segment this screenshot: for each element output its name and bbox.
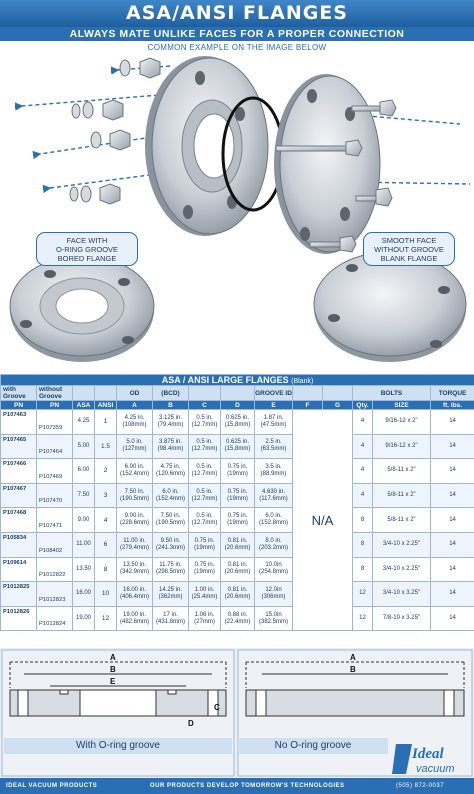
callout-right-line3: BLANK FLANGE — [380, 254, 438, 263]
cell-size: 5/8-11 x 2" — [373, 459, 431, 484]
cell-torque: 14 — [431, 434, 474, 459]
callout-bored-flange — [36, 232, 138, 266]
cell-asa: 5.00 — [73, 434, 95, 459]
footer-bar — [0, 778, 474, 794]
cell-size: 9/16-12 x 2" — [373, 410, 431, 435]
cell-d-line: (20.6mm) — [224, 569, 251, 576]
bored-flange-face — [10, 256, 154, 362]
cell-size: 3/4-10 x 2.25" — [373, 532, 431, 557]
cell-a — [117, 606, 153, 631]
table-row — [1, 459, 474, 484]
cell-b-line: (431.8mm) — [155, 618, 185, 625]
cell-c-line: (27mm) — [194, 618, 215, 625]
cell-c-line: 0.5 in. — [196, 439, 213, 446]
cell-asa: 13.50 — [73, 557, 95, 582]
cell-d-line: 0.88 in. — [227, 611, 248, 618]
cell-c-line: 1.06 in. — [194, 611, 215, 618]
callout-left-line3: BORED FLANGE — [57, 254, 117, 263]
cell-c-line: (19mm) — [194, 544, 215, 551]
cell-torque: 14 — [431, 582, 474, 607]
cell-c — [189, 532, 221, 557]
cell-d-line: 0.81 in. — [227, 586, 248, 593]
cell-a — [117, 557, 153, 582]
cell-ansi: 8 — [95, 557, 117, 582]
cell-e — [255, 434, 293, 459]
col-b: B — [153, 401, 189, 410]
callout-left-line1: FACE WITH — [66, 236, 108, 245]
cell-e-line: 8.0 in. — [265, 537, 282, 544]
table-row — [1, 434, 474, 459]
footer-company: IDEAL VACUUM PRODUCTS — [6, 783, 98, 789]
cell-e-line: 4.630 in. — [261, 488, 286, 495]
col-e: E — [255, 401, 293, 410]
cell-pn-no-groove: P107359 — [37, 410, 73, 435]
cell-a — [117, 532, 153, 557]
group-empty-g — [323, 386, 353, 401]
cell-c-line: (12.7mm) — [191, 495, 218, 502]
cell-size: 3/4-10 x 3.25" — [373, 582, 431, 607]
cell-c — [189, 606, 221, 631]
cell-ansi: 1.5 — [95, 434, 117, 459]
cell-asa: 4.25 — [73, 410, 95, 435]
cell-a-line: 13.50 in. — [122, 562, 147, 569]
cell-e-line: (47.5mm) — [260, 421, 287, 428]
cell-ansi: 6 — [95, 532, 117, 557]
cell-a — [117, 434, 153, 459]
col-pn-no-groove: PN — [37, 401, 73, 410]
table-row — [1, 483, 474, 508]
cell-d — [221, 557, 255, 582]
cell-a-line: (108mm) — [122, 421, 147, 428]
col-asa: ASA — [73, 401, 95, 410]
cell-d — [221, 459, 255, 484]
cell-b-line: (362mm) — [158, 593, 183, 600]
cell-a — [117, 410, 153, 435]
cell-c — [189, 459, 221, 484]
cell-size: 5/8-11 x 2" — [373, 483, 431, 508]
cell-pn-no-groove: P108402 — [37, 532, 73, 557]
cell-ansi: 1 — [95, 410, 117, 435]
cell-b-line: 9.50 in. — [160, 537, 181, 544]
blank-flange-3d — [274, 74, 380, 254]
cell-c — [189, 410, 221, 435]
cell-c-line: (12.7mm) — [191, 446, 218, 453]
col-torque: ft. lbs. — [431, 401, 474, 410]
group-bolts: BOLTS — [353, 386, 431, 401]
col-f: F — [293, 401, 323, 410]
flange-spec-table-wrap — [0, 374, 474, 646]
table-row — [1, 582, 474, 607]
cell-b — [153, 582, 189, 607]
cell-c-line: 0.5 in. — [196, 414, 213, 421]
group-empty-d — [221, 386, 255, 401]
cell-c-line: 1.00 in. — [194, 586, 215, 593]
cell-a-line: (228.6mm) — [119, 520, 149, 527]
cell-ansi: 10 — [95, 582, 117, 607]
cell-a-line: 4.25 in. — [124, 414, 145, 421]
flange-assembly-illustration — [0, 54, 474, 372]
cell-c — [189, 557, 221, 582]
cell-torque: 14 — [431, 410, 474, 435]
cell-qty: 8 — [353, 508, 373, 533]
cell-d — [221, 582, 255, 607]
cell-a-line: (279.4mm) — [119, 544, 149, 551]
caption-with-groove: With O-ring groove — [4, 738, 232, 754]
group-empty-asa — [73, 386, 95, 401]
cell-e-line: 1.87 in. — [263, 414, 284, 421]
col-g: G — [323, 401, 353, 410]
cell-ansi: 12 — [95, 606, 117, 631]
cell-b — [153, 483, 189, 508]
cell-d-line: (22.4mm) — [224, 618, 251, 625]
col-ansi: ANSI — [95, 401, 117, 410]
table-title — [1, 375, 474, 386]
cell-c-line: (12.7mm) — [191, 421, 218, 428]
cell-d-line: (15.8mm) — [224, 446, 251, 453]
group-with-groove: with Groove — [1, 386, 37, 401]
cell-e-line: 3.5 in. — [265, 463, 282, 470]
dim-label-d-left: D — [188, 719, 194, 728]
cell-e-line: (152.8mm) — [258, 520, 288, 527]
subtitle-note: COMMON EXAMPLE ON THE IMAGE BELOW — [147, 43, 327, 52]
cell-b-line: (190.5mm) — [155, 520, 185, 527]
cell-d-line: 0.75 in. — [227, 463, 248, 470]
table-title-text: ASA / ANSI LARGE FLANGES — [161, 375, 289, 385]
cell-qty: 4 — [353, 410, 373, 435]
cell-a-line: (342.9mm) — [119, 569, 149, 576]
dim-label-a-right: A — [350, 653, 356, 662]
cell-a-line: 5.0 in. — [126, 439, 143, 446]
cell-pn-groove: P107467 — [1, 483, 37, 508]
cell-e-line: 10.0in — [265, 562, 282, 569]
cell-torque: 14 — [431, 483, 474, 508]
col-a: A — [117, 401, 153, 410]
table-title-note: (Blank) — [291, 378, 314, 385]
group-torque: TORQUE — [431, 386, 474, 401]
logo-text-vacuum: vacuum — [416, 763, 455, 775]
cell-b — [153, 532, 189, 557]
cell-e-line: 12.0in — [265, 586, 282, 593]
dim-label-b-left: B — [110, 665, 116, 674]
cell-ansi: 2 — [95, 459, 117, 484]
group-empty-f — [293, 386, 323, 401]
cell-qty: 8 — [353, 532, 373, 557]
footer-slogan: OUR PRODUCTS DEVELOP TOMORROW'S TECHNOLOGIES — [150, 783, 345, 789]
cell-torque: 14 — [431, 532, 474, 557]
cell-e-line: 15.0in — [265, 611, 282, 618]
cell-a-line: 6.00 in. — [124, 463, 145, 470]
cell-b — [153, 557, 189, 582]
cell-b-line: (98.4mm) — [157, 446, 184, 453]
dim-label-c-left: C — [214, 703, 220, 712]
cell-a — [117, 508, 153, 533]
group-groove-id: GROOVE ID — [255, 386, 293, 401]
cell-d — [221, 508, 255, 533]
cell-b-line: (241.3mm) — [155, 544, 185, 551]
cell-pn-groove: P109614 — [1, 557, 37, 582]
cell-ansi: 3 — [95, 483, 117, 508]
cell-d-line: (19mm) — [227, 520, 248, 527]
flange-spec-table — [0, 374, 474, 631]
cell-pn-groove: P1012825 — [1, 582, 37, 607]
cell-pn-no-groove: P107470 — [37, 483, 73, 508]
dim-label-b-right: B — [350, 665, 356, 674]
cell-d — [221, 532, 255, 557]
cell-b-line: 6.0 in. — [162, 488, 179, 495]
cell-b-line: (120.6mm) — [155, 470, 185, 477]
cell-c-line: 0.5 in. — [196, 463, 213, 470]
cell-size: 5/8-11 x 2" — [373, 508, 431, 533]
cell-b — [153, 410, 189, 435]
col-qty: Qty. — [353, 401, 373, 410]
cell-d-line: (19mm) — [227, 495, 248, 502]
group-empty-c — [189, 386, 221, 401]
cell-c-line: 0.75 in. — [194, 537, 215, 544]
cell-torque: 14 — [431, 459, 474, 484]
cell-a-line: (127mm) — [122, 446, 147, 453]
callout-right-line2: WITHOUT GROOVE — [374, 245, 444, 254]
col-c: C — [189, 401, 221, 410]
cell-b-line: 17 in. — [163, 611, 178, 618]
group-without-groove: without Groove — [37, 386, 73, 401]
cell-a-line: (406.4mm) — [119, 593, 149, 600]
cell-pn-groove: P105834 — [1, 532, 37, 557]
cell-d-line: (20.6mm) — [224, 544, 251, 551]
cell-torque: 14 — [431, 508, 474, 533]
cell-size: 7/8-10 x 3.25" — [373, 606, 431, 631]
cell-pn-no-groove: P107464 — [37, 434, 73, 459]
cell-pn-no-groove: P1012822 — [37, 557, 73, 582]
cell-asa: 16.00 — [73, 582, 95, 607]
cell-a-line: 9.00 in. — [124, 513, 145, 520]
cell-size: 3/4-10 x 2.25" — [373, 557, 431, 582]
cell-b-line: 4.75 in. — [160, 463, 181, 470]
subtitle-bar: ALWAYS MATE UNLIKE FACES FOR A PROPER CONNECTION — [0, 27, 474, 41]
cell-a — [117, 459, 153, 484]
cell-b-line: 11.75 in. — [159, 562, 182, 569]
cell-c — [189, 483, 221, 508]
cell-pn-groove: P107468 — [1, 508, 37, 533]
cell-a-line: (152.4mm) — [119, 470, 149, 477]
cell-pn-no-groove: P107469 — [37, 459, 73, 484]
group-empty-ansi — [95, 386, 117, 401]
page-title: ASA/ANSI FLANGES — [0, 0, 474, 27]
cell-c — [189, 508, 221, 533]
cell-d-line: 0.75 in. — [227, 513, 248, 520]
cell-e — [255, 582, 293, 607]
cell-asa: 9.00 — [73, 508, 95, 533]
cell-d-line: 0.625 in. — [225, 414, 250, 421]
cell-a-line: (482.6mm) — [119, 618, 149, 625]
ideal-vacuum-logo — [392, 740, 472, 778]
cell-qty: 4 — [353, 483, 373, 508]
cell-torque: 14 — [431, 606, 474, 631]
cell-e — [255, 557, 293, 582]
cell-pn-groove: P107466 — [1, 459, 37, 484]
cell-b-line: (298.5mm) — [155, 569, 185, 576]
cell-e-line: (382.5mm) — [258, 618, 288, 625]
cell-e-line: (63.5mm) — [260, 446, 287, 453]
cell-d — [221, 483, 255, 508]
cell-b-line: 14.25 in. — [158, 586, 183, 593]
table-row — [1, 557, 474, 582]
cell-d-line: (19mm) — [227, 470, 248, 477]
group-bcd: (BCD) — [153, 386, 189, 401]
cell-torque: 14 — [431, 557, 474, 582]
cell-c — [189, 582, 221, 607]
cell-asa: 11.00 — [73, 532, 95, 557]
cell-qty: 8 — [353, 557, 373, 582]
cell-b — [153, 508, 189, 533]
cell-a-line: 11.00 in. — [123, 537, 146, 544]
cell-b-line: 3.875 in. — [158, 439, 183, 446]
col-d: D — [221, 401, 255, 410]
cell-e-line: 6.0 in. — [265, 513, 282, 520]
cell-c-line: (12.7mm) — [191, 520, 218, 527]
cell-e-line: (117.6mm) — [259, 495, 288, 502]
cell-na: N/A — [293, 410, 353, 631]
table-row — [1, 410, 474, 435]
col-size: SIZE — [373, 401, 431, 410]
cell-d — [221, 606, 255, 631]
cell-e — [255, 532, 293, 557]
cell-c-line: (25.4mm) — [191, 593, 218, 600]
cell-d-line: 0.81 in. — [227, 562, 248, 569]
table-row — [1, 508, 474, 533]
cell-e — [255, 483, 293, 508]
cell-pn-no-groove: P1012823 — [37, 582, 73, 607]
cell-pn-groove: P1012826 — [1, 606, 37, 631]
cell-size: 9/16-12 x 2" — [373, 434, 431, 459]
cell-asa: 19.00 — [73, 606, 95, 631]
cell-e — [255, 606, 293, 631]
cell-e — [255, 410, 293, 435]
cell-ansi: 4 — [95, 508, 117, 533]
cell-d-line: (20.6mm) — [224, 593, 251, 600]
caption-no-groove: No O-ring groove — [238, 738, 388, 754]
cell-qty: 12 — [353, 582, 373, 607]
cell-e — [255, 508, 293, 533]
cell-a-line: 16.00 in. — [122, 586, 147, 593]
cell-c-line: 0.75 in. — [194, 562, 215, 569]
table-body — [1, 410, 474, 631]
cell-qty: 4 — [353, 459, 373, 484]
table-row — [1, 532, 474, 557]
callout-right-line1: SMOOTH FACE — [381, 236, 437, 245]
logo-text-ideal: Ideal — [412, 746, 444, 762]
callout-left-line2: O-RING GROOVE — [55, 245, 119, 254]
cell-c-line: 0.5 in. — [196, 488, 213, 495]
cell-e-line: (306mm) — [261, 593, 286, 600]
cell-asa: 7.50 — [73, 483, 95, 508]
cell-d-line: (15.8mm) — [224, 421, 251, 428]
cell-a-line: 19.00 in. — [122, 611, 147, 618]
cell-a — [117, 582, 153, 607]
cell-b — [153, 434, 189, 459]
cell-e-line: (203.2mm) — [258, 544, 288, 551]
cell-e-line: (254.8mm) — [258, 569, 288, 576]
cell-c-line: (19mm) — [194, 569, 215, 576]
cell-e-line: 2.5 in. — [265, 439, 282, 446]
cell-d-line: 0.625 in. — [225, 439, 250, 446]
cell-b-line: (79.4mm) — [157, 421, 184, 428]
cell-d-line: 0.75 in. — [227, 488, 248, 495]
blank-flange-face — [314, 252, 466, 362]
cell-pn-no-groove: P1012824 — [37, 606, 73, 631]
cell-b — [153, 606, 189, 631]
cell-c-line: 0.5 in. — [196, 513, 213, 520]
dim-label-a-left: A — [110, 653, 116, 662]
cell-e-line: (88.9mm) — [260, 470, 287, 477]
cell-pn-groove: P107463 — [1, 410, 37, 435]
cell-b-line: 7.50 in. — [160, 513, 181, 520]
cell-a-line: 7.50 in. — [124, 488, 145, 495]
callout-blank-flange — [363, 232, 455, 266]
footer-phone: (505) 872-0037 — [396, 783, 445, 789]
col-pn-groove: PN — [1, 401, 37, 410]
cell-b-line: 3.125 in. — [158, 414, 183, 421]
cell-qty: 12 — [353, 606, 373, 631]
cell-a-line: (190.5mm) — [119, 495, 149, 502]
cell-c — [189, 434, 221, 459]
cell-qty: 4 — [353, 434, 373, 459]
cell-e — [255, 459, 293, 484]
cell-d-line: 0.81 in. — [227, 537, 248, 544]
cell-pn-no-groove: P107471 — [37, 508, 73, 533]
cell-d — [221, 410, 255, 435]
cell-pn-groove: P107465 — [1, 434, 37, 459]
cell-d — [221, 434, 255, 459]
group-od: OD — [117, 386, 153, 401]
cell-b-line: (152.4mm) — [155, 495, 185, 502]
table-row — [1, 606, 474, 631]
cell-asa: 6.00 — [73, 459, 95, 484]
dim-label-e-left: E — [110, 677, 116, 686]
cell-a — [117, 483, 153, 508]
cell-c-line: (12.7mm) — [191, 470, 218, 477]
cell-b — [153, 459, 189, 484]
